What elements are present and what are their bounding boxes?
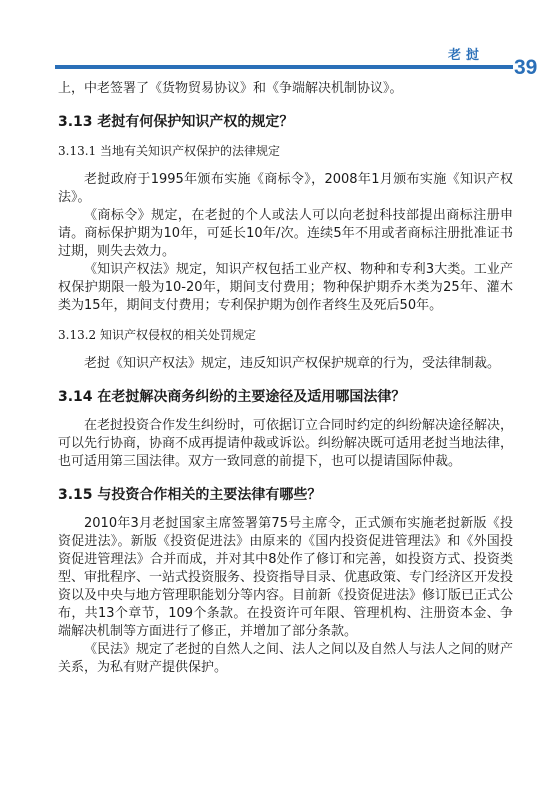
paragraph: 2010年3月老挝国家主席签署第75号主席令，正式颁布实施老挝新版《投资促进法》。新版《投资促进法》由原来的《国内投资促进管理法》和《外国投资促进管理法》合并而成，并对其中8处作了修订和完善，如投资方式、投资类型、审批程序、一站式投资服务、投资指导目录、优惠政策、专门经济区开发投资以及中央与地方管理职能划分等内容。目前新《投资促进法》修订版已正式公布，共13个章节，109个条款。在投资许可年限、管理机构、注册资本金、争端解决机制等方面进行了修正，并增加了部分条款。	[58, 516, 514, 639]
paragraph: 在老挝投资合作发生纠纷时，可依据订立合同时约定的纠纷解决途径解决，可以先行协商，协商不成再提请仲裁或诉讼。纠纷解决既可适用老挝当地法律，也可适用第三国法律。双方一致同意的前提下，也可以提请国际仲裁。	[58, 418, 514, 469]
paragraph: 《知识产权法》规定，知识产权包括工业产权、物种和专利3大类。工业产权保护期限一般为10-20年，期间支付费用；物种保护期乔木类为25年、灌木类为15年，期间支付费用；专利保护期为创作者终生及死后50年。	[58, 262, 513, 313]
paragraph: 老挝《知识产权法》规定，违反知识产权保护规章的行为，受法律制裁。	[84, 356, 501, 371]
page-number: 39	[514, 56, 538, 79]
page-body	[58, 80, 513, 677]
section-heading-3-13: 3.13 老挝有何保护知识产权的规定？	[58, 114, 294, 130]
section-heading-3-14: 3.14 在老挝解决商务纠纷的主要途径及适用哪国法律？	[58, 389, 406, 405]
subsection-heading-3-13-1: 3.13.1 当地有关知识产权保护的法律规定	[58, 144, 280, 158]
subsection-heading-3-13-2: 3.13.2 知识产权侵权的相关处罚规定	[58, 328, 256, 342]
running-title: 老挝	[448, 48, 485, 63]
paragraph: 老挝政府于1995年颁布实施《商标令》，2008年1月颁布实施《知识产权法》。	[58, 172, 513, 205]
paragraph-carryover: 上，中老签署了《货物贸易协议》和《争端解决机制协议》。	[58, 81, 403, 96]
paragraph: 《民法》规定了老挝的自然人之间、法人之间以及自然人与法人之间的财产关系，为私有财产提供保护。	[58, 642, 514, 675]
header-rule	[55, 65, 513, 69]
section-heading-3-15: 3.15 与投资合作相关的主要法律有哪些？	[58, 487, 322, 503]
paragraph: 《商标令》规定，在老挝的个人或法人可以向老挝科技部提出商标注册申请。商标保护期为10年，可延长10年/次。连续5年不用或者商标注册批准证书过期，则失去效力。	[58, 208, 513, 259]
